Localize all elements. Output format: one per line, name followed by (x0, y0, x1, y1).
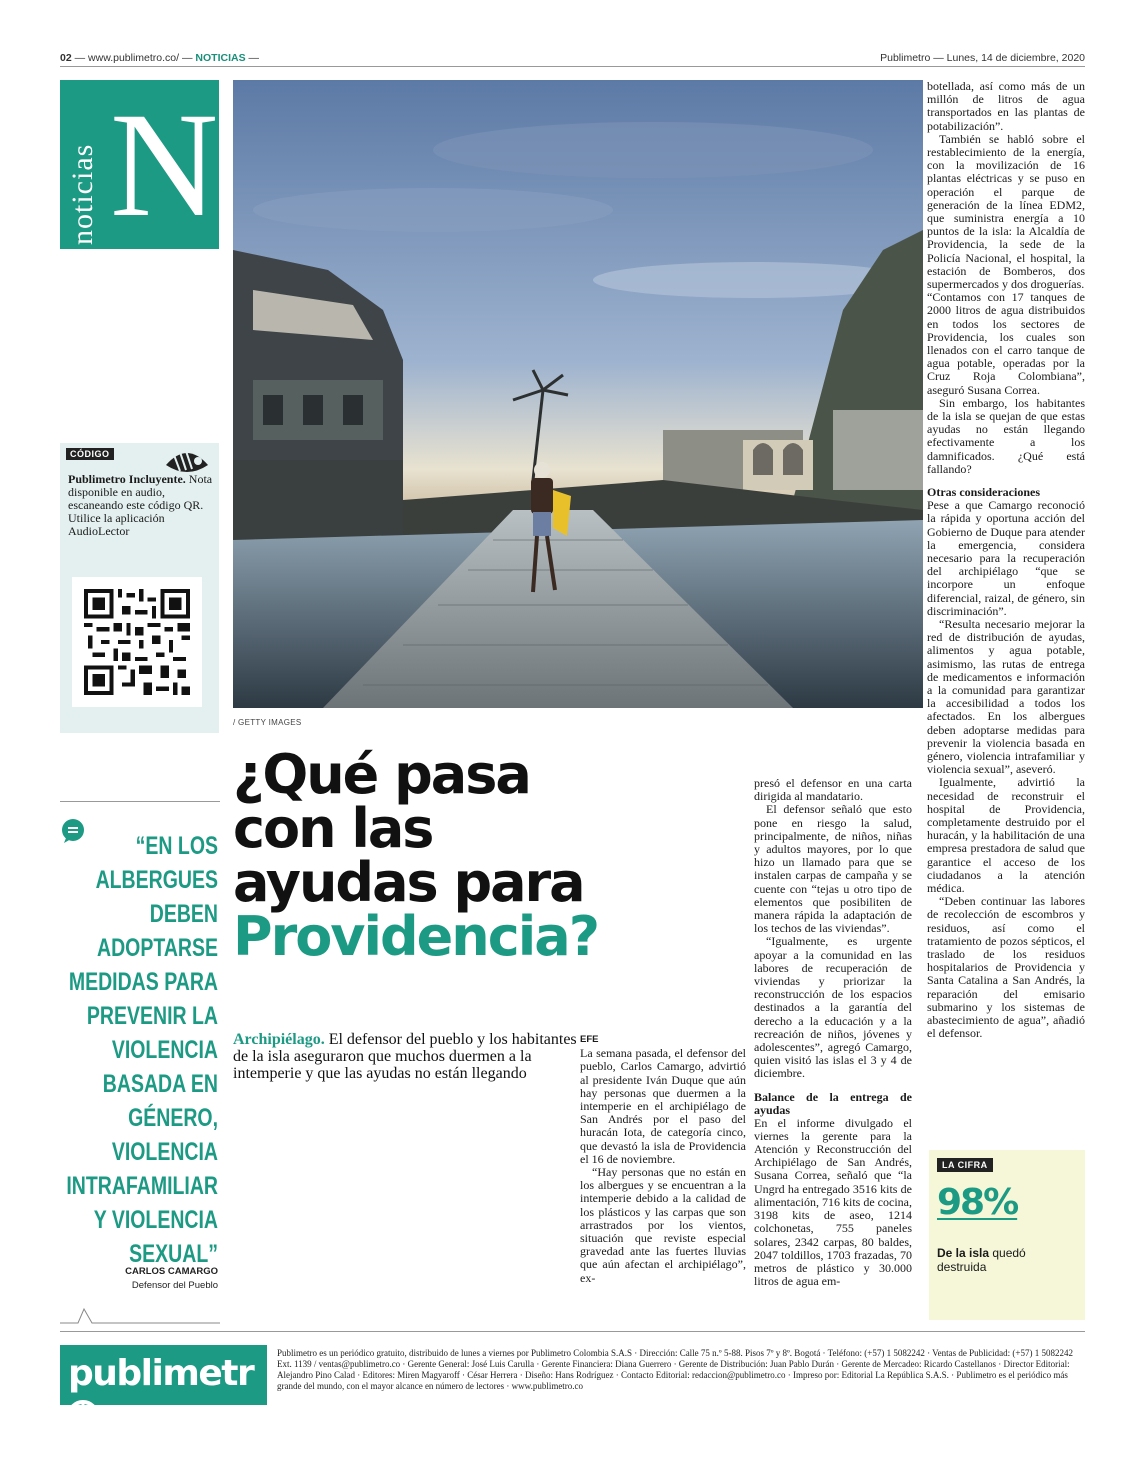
page-number: 02 (60, 52, 72, 64)
cifra-text: quedó destruida (937, 1246, 1026, 1274)
paragraph: En el informe divulgado el viernes la gerente para la Atención y Reconstrucción del Archipiélago de San Andrés, Susana Correa, señaló que “la Ungrd ha entregado 3516 kits de alimentación, 716 kits de cocina, 3198 kits de aseo, 1214 colchonetas, 755 paneles solares, 2342 carpas, 80 baldes, 2047 toldillos, 1703 frazadas, 70 metros de plástico y 30.000 litros de agua em- (754, 1115, 912, 1289)
la-cifra-box (929, 1150, 1085, 1320)
globe-icon (66, 1399, 100, 1433)
paragraph: La semana pasada, el defensor del pueblo, Carlos Camargo, advirtió al presidente Iván Duque que aún hay personas que duermen a la intemperie en el archipiélago de San Andrés por el paso del huracán Iota, de categoría cinco, que devastó la isla de Providencia el 16 de noviembre. (580, 1046, 746, 1166)
quote-author-role: Defensor del Pueblo (131, 1280, 218, 1291)
paragraph: “Hay personas que no están en los albergues y se encuentran a la intemperie debido a la calidad de los plásticos y las carpas que son arrastrados por los vientos, situación que reviste especial gravedad ante las fuertes lluvias que aún afectan el archipiélago”, ex- (580, 1165, 746, 1285)
section-logo-letter: N (110, 82, 219, 248)
article-column-3 (927, 80, 1085, 1040)
article-column-1 (580, 1033, 746, 1285)
paragraph: También se habló sobre el restablecimiento de la energía, con la movilización de 16 plantas eléctricas y se puso en operación el parque de generación de la línea EDM2, que suministra energía a 10 puntos de la isla: la Alcaldía de Providencia, la sede de la Policía Nacional, el hospital, la estación de Bomberos, dos supermercados y dos droguerías. (927, 131, 1085, 292)
headline-line-3: ayudas para (233, 851, 584, 914)
section-logo-word: noticias (66, 143, 99, 245)
code-description: Nota disponible en audio, escaneando este código QR. Utilice la aplicación AudioLector (68, 472, 213, 538)
cifra-tag: LA CIFRA (937, 1158, 993, 1172)
main-photo (233, 80, 923, 708)
code-tag: CÓDIGO (66, 448, 114, 460)
paragraph: botellada, así como más de un millón de litros de agua transportados en las plantas de potabilización”. (927, 79, 1085, 133)
code-title: Publimetro Incluyente. (68, 472, 186, 486)
headline (233, 743, 733, 968)
paragraph: Igualmente, advirtió la necesidad de reconstruir el hospital de Providencia, completamente destruido por el huracán, y la habilitación de una empresa prestadora de salud que garantice el acceso de los ciudadanos a la atención médica. (927, 775, 1085, 895)
publimetro-logo (60, 1345, 267, 1405)
paragraph: “Deben continuar las labores de recolección de escombros y residuos, así como el tratamiento de pozos sépticos, el traslado de los residuos hospitalarios de Providencia y Santa Catalina a San Andrés, la reparación del emisario submarino y los sistemas de abastecimiento de agua”, añadió el defensor. (927, 894, 1085, 1041)
cifra-description (937, 1246, 1077, 1274)
logo-text: publimetr (68, 1353, 254, 1394)
quote-top-divider (60, 801, 220, 802)
paragraph: El defensor señaló que esto pone en riesgo la salud, principalmente, de niños, niñas y adultos mayores, por lo que hizo un llamado para que se instalen carpas de campaña y se cuente con “tejas u otro tipo de elementos que posibiliten de manera rápida la adaptación de los techos de las viviendas”. (754, 802, 912, 936)
masthead-date: Publimetro — Lunes, 14 de diciembre, 2020 (880, 52, 1085, 64)
cifra-value: 98% (937, 1182, 1018, 1223)
flooded-town-illustration (233, 80, 923, 708)
paragraph: Pese a que Camargo reconoció la rápida y oportuna acción del Gobierno de Duque para atender la emergencia, considera necesario para la recuperación del archipiélago “que se incorpore un enfoque diferencial, raizal, de género, sin discriminación”. (927, 498, 1085, 618)
footer-divider (60, 1331, 1085, 1332)
headline-highlight: Providencia? (233, 905, 599, 968)
headline-line-1: ¿Qué pasa (233, 743, 530, 806)
article-column-2 (754, 777, 912, 1288)
pull-quote: “EN LOS ALBERGUES DEBEN ADOPTARSE MEDIDAS PARA PREVENIR LA VIOLENCIA BASADA EN GÉNERO, VIOLENCIA INTRAFAMILIAR Y VIOLENCIA SEXUAL” (66, 832, 219, 1268)
subheading-balance: Balance de la entrega de ayudas (754, 1089, 912, 1117)
quote-author: CARLOS CAMARGO (125, 1266, 218, 1277)
byline: EFE (580, 1034, 599, 1045)
header-section: NOTICIAS (195, 52, 246, 64)
lead-text: El defensor del pueblo y los habitantes de la isla aseguraron que muchos duermen a la intemperie y que las ayudas no están llegando (233, 1031, 577, 1082)
header-divider (60, 66, 1085, 67)
qr-code[interactable] (72, 577, 202, 707)
page-header: 02 — www.publimetro.co/ — NOTICIAS — Publimetro — Lunes, 14 de diciembre, 2020 (60, 52, 1085, 64)
section-logo (60, 80, 219, 249)
cifra-bold: De la isla (937, 1246, 990, 1260)
headline-line-2: con las (233, 797, 433, 860)
paragraph: “Resulta necesario mejorar la red de distribución de ayudas, alimentos y agua potable, asimismo, las rutas de entrega de medicamentos e información a la comunidad para garantizar la accesibilidad a todos los afectados. En los albergues deben adoptarse medidas para prevenir la violencia basada en género, violencia intrafamiliar y violencia sexual”, aseveró. (927, 616, 1085, 777)
photo-credit: / GETTY IMAGES (233, 718, 302, 727)
lead-keyword: Archipiélago. (233, 1031, 325, 1048)
audio-code-box (60, 443, 219, 733)
code-text (68, 473, 218, 538)
header-url[interactable]: www.publimetro.co/ (88, 52, 180, 64)
subheading-otras: Otras consideraciones (927, 485, 1040, 500)
paragraph: presó el defensor en una carta dirigida al mandatario. (754, 776, 912, 804)
lead-paragraph (233, 1031, 578, 1082)
paragraph: Sin embargo, los habitantes de la isla se quejan de que estas ayudas no están llegando efectivamente a los damnificados. ¿Qué está fallando? (927, 395, 1085, 476)
footer-imprint: Publimetro es un periódico gratuito, distribuido de lunes a viernes por Publimetro Colombia S.A.S · Dirección: Calle 75 n.º 5-88. Pisos 7º y 8º. Bogotá · Teléfono: (+57) 1 5082242 · Ventas de Publicidad: (+57) 1 5082242 Ext. 1139 / ventas@publimetro.co · Gerente General: José Luis Carulla · Gerente Financiera: Diana Guerrero · Gerente de Distribución: Juan Pablo Durán · Gerente de Mercadeo: Ricardo Castellanos · Director Editorial: Alejandro Pino Calad · Editores: Miren Magyaroff · César Herrera · Diseño: Hans Rodríguez · Contacto Editorial: redaccion@publimetro.co · Impreso por: Editorial La República S.A.S. · Publimetro es el periódico más grande del mundo, con el mayor alcance en número de lectores · www.publimetro.co (277, 1348, 1073, 1391)
quote-end-mark (60, 1306, 220, 1328)
paragraph: “Contamos con 17 tanques de 2000 litros de agua distribuidos en todos los sectores de Providencia, los cuales son llenados con el carro tanque de agua potable, operadas por la Cruz Roja Colombiana”, aseguró Susana Correa. (927, 290, 1085, 397)
paragraph: “Igualmente, es urgente apoyar a la comunidad en las labores de recuperación de viviendas y priorizar la reconstrucción de los espacios destinados a la garantía del derecho a la educación y a la recreación de niños, jóvenes y adolescentes”, agregó Camargo, quien visitó las islas el 3 y 4 de diciembre. (754, 934, 912, 1081)
